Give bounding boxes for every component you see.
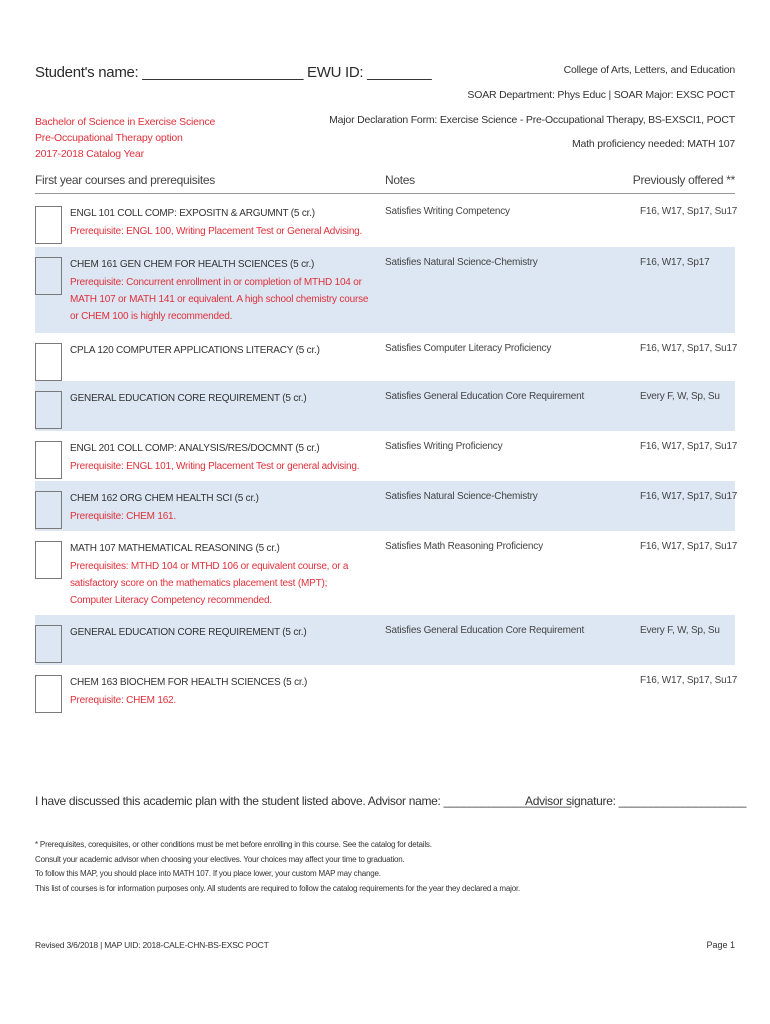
course-title: CHEM 161 GEN CHEM FOR HEALTH SCIENCES (5 cr.) — [70, 259, 315, 270]
course-offered: Every F, W, Sp, Su — [640, 391, 720, 402]
course-offered: F16, W17, Sp17, Su17 — [640, 343, 738, 354]
completion-checkbox[interactable] — [35, 675, 62, 713]
revision-info: Revised 3/6/2018 | MAP UID: 2018-CALE-CHN-BS-EXSC POCT — [35, 940, 269, 950]
college-name: College of Arts, Letters, and Education — [563, 64, 735, 76]
course-title: GENERAL EDUCATION CORE REQUIREMENT (5 cr.) — [70, 393, 307, 404]
course-row — [35, 665, 738, 719]
footnote: This list of courses is for information purposes only. All students are required to follow the catalog requirements for the year they declared a major. — [35, 883, 521, 893]
student-name-line: Student's name: ____________________ EWU ID: ________ — [35, 64, 432, 81]
catalog-year: 2017-2018 Catalog Year — [35, 148, 144, 160]
course-offered: F16, W17, Sp17, Su17 — [640, 441, 738, 452]
course-prerequisite: Prerequisite: Concurrent enrollment in or completion of MTHD 104 or MATH 107 or MATH 141 or equivalent. A high school chemistry course or CHEM 100 is highly recommended. — [70, 277, 369, 322]
course-note: Satisfies Writing Proficiency — [385, 441, 503, 452]
course-offered: F16, W17, Sp17, Su17 — [640, 675, 738, 686]
course-offered: F16, W17, Sp17 — [640, 257, 710, 268]
course-row — [35, 531, 738, 615]
course-cell — [70, 625, 370, 641]
column-header-notes: Notes — [385, 173, 415, 187]
course-cell — [70, 675, 370, 709]
course-row — [35, 615, 735, 665]
course-title: CHEM 162 ORG CHEM HEALTH SCI (5 cr.) — [70, 493, 259, 504]
column-header-courses: First year courses and prerequisites — [35, 173, 215, 187]
course-offered: Every F, W, Sp, Su — [640, 625, 720, 636]
page-number: Page 1 — [706, 940, 735, 950]
course-title: CHEM 163 BIOCHEM FOR HEALTH SCIENCES (5 cr.) — [70, 677, 308, 688]
course-cell — [70, 391, 370, 407]
header-divider — [35, 193, 735, 194]
course-prerequisite: Prerequisite: CHEM 162. — [70, 695, 177, 706]
footnote: To follow this MAP, you should place into MATH 107. If you place lower, your custom MAP may change. — [35, 869, 381, 878]
footnotes — [35, 838, 520, 896]
course-offered: F16, W17, Sp17, Su17 — [640, 541, 738, 552]
completion-checkbox[interactable] — [35, 541, 62, 579]
course-title: GENERAL EDUCATION CORE REQUIREMENT (5 cr.) — [70, 627, 307, 638]
column-header-offered: Previously offered ** — [632, 173, 735, 187]
math-proficiency: Math proficiency needed: MATH 107 — [571, 138, 735, 150]
course-title: MATH 107 MATHEMATICAL REASONING (5 cr.) — [70, 543, 280, 554]
completion-checkbox[interactable] — [35, 625, 62, 663]
course-cell — [70, 206, 370, 240]
course-note: Satisfies General Education Core Requirement — [385, 625, 585, 636]
course-row — [35, 247, 735, 333]
option-name: Pre-Occupational Therapy option — [35, 132, 183, 144]
course-offered: F16, W17, Sp17, Su17 — [640, 206, 738, 217]
course-cell — [70, 441, 370, 475]
advisor-signature: Advisor signature: ____________________ — [525, 794, 747, 808]
course-title: CPLA 120 COMPUTER APPLICATIONS LITERACY (5 cr.) — [70, 345, 320, 356]
completion-checkbox[interactable] — [35, 491, 62, 529]
soar-department: SOAR Department: Phys Educ | SOAR Major: EXSC POCT — [467, 89, 735, 101]
course-note: Satisfies Natural Science-Chemistry — [385, 491, 538, 502]
course-prerequisite: Prerequisite: CHEM 161. — [70, 511, 177, 522]
course-note: Satisfies Computer Literacy Proficiency — [385, 343, 552, 354]
course-title: ENGL 101 COLL COMP: EXPOSITN & ARGUMNT (5 cr.) — [70, 208, 315, 219]
course-note: Satisfies Natural Science-Chemistry — [385, 257, 538, 268]
program-info — [35, 114, 215, 162]
course-row — [35, 481, 738, 531]
completion-checkbox[interactable] — [35, 343, 62, 381]
course-row — [35, 381, 735, 431]
degree-name: Bachelor of Science in Exercise Science — [35, 116, 216, 128]
course-note: Satisfies Math Reasoning Proficiency — [385, 541, 543, 552]
course-note: Satisfies Writing Competency — [385, 206, 510, 217]
course-cell — [70, 541, 370, 609]
completion-checkbox[interactable] — [35, 257, 62, 295]
course-prerequisite: Prerequisite: ENGL 100, Writing Placement Test or General Advising. — [70, 226, 363, 237]
footnote: Consult your academic advisor when choosing your electives. Your choices may affect your time to graduation. — [35, 854, 405, 864]
course-cell — [70, 343, 370, 359]
course-prerequisite: Prerequisite: ENGL 101, Writing Placement Test or general advising. — [70, 461, 360, 472]
course-prerequisite: Prerequisites: MTHD 104 or MTHD 106 or equivalent course, or a satisfactory score on the mathematics placement test (MPT); Computer Literacy Competency recommended. — [70, 561, 349, 606]
course-cell — [70, 491, 370, 525]
course-row — [35, 431, 738, 481]
completion-checkbox[interactable] — [35, 391, 62, 429]
course-cell — [70, 257, 370, 325]
footnote: * Prerequisites, corequisites, or other conditions must be met before enrolling in this course. See the catalog for details. — [35, 840, 432, 849]
course-row — [35, 196, 738, 247]
course-title: ENGL 201 COLL COMP: ANALYSIS/RES/DOCMNT (5 cr.) — [70, 443, 320, 454]
completion-checkbox[interactable] — [35, 206, 62, 244]
course-offered: F16, W17, Sp17, Su17 — [640, 491, 738, 502]
course-note: Satisfies General Education Core Requirement — [385, 391, 585, 402]
advisor-statement: I have discussed this academic plan with the student listed above. Advisor name: ____________________ — [35, 794, 572, 808]
completion-checkbox[interactable] — [35, 441, 62, 479]
course-row — [35, 333, 738, 381]
major-declaration: Major Declaration Form: Exercise Science - Pre-Occupational Therapy, BS-EXSCI1, POCT — [329, 114, 735, 126]
